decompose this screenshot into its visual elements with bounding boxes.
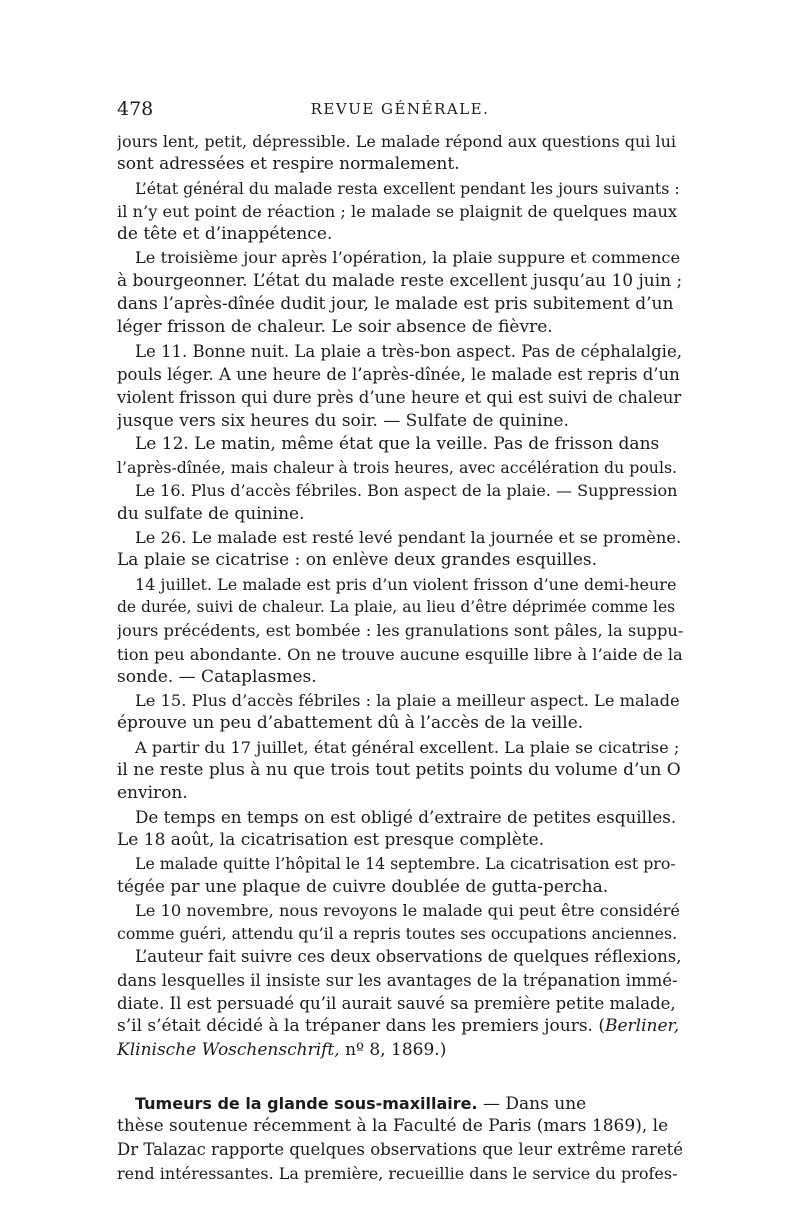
text-line: thèse soutenue récemment à la Faculté de Paris (mars 1869), le <box>117 1116 669 1137</box>
text-line: diate. Il est persuadé qu’il aurait sauvé sa première petite malade, <box>117 993 676 1013</box>
text-line: à bourgeonner. L’état du malade reste excellent jusqu’au 10 juin ; <box>117 270 683 291</box>
paragraph <box>117 806 683 853</box>
text-line: de tête et d’inappétence. <box>117 224 333 245</box>
text-line: il ne reste plus à nu que trois tout petits points du volume d’un O <box>117 760 681 781</box>
text-line: jours lent, petit, dépressible. Le malade répond aux questions qui lui <box>117 132 677 151</box>
paragraph <box>117 689 683 736</box>
paragraph <box>117 852 683 899</box>
text-line: Le 16. Plus d’accès fébriles. Bon aspect de la plaie. — Suppression <box>135 481 678 501</box>
page-header <box>117 96 683 122</box>
text-line: violent frisson qui dure près d’une heure et qui est suivi de chaleur <box>117 388 682 408</box>
paragraph <box>117 899 683 946</box>
text-line: de durée, suivi de chaleur. La plaie, au lieu d’être déprimée comme les <box>117 597 676 616</box>
text-line: De temps en temps on est obligé d’extraire de petites esquilles. <box>135 806 677 827</box>
text-line: environ. <box>117 783 188 804</box>
text-line: La plaie se cicatrise : on enlève deux grandes esquilles. <box>117 550 598 571</box>
text-line: du sulfate de quinine. <box>117 503 305 524</box>
paragraph <box>117 340 683 433</box>
section-tumeurs <box>117 1092 683 1185</box>
text-line: tégée par une plaque de cuivre doublée de gutta-percha. <box>117 876 609 897</box>
text-line: L’auteur fait suivre ces deux observations de quelques réflexions, <box>135 947 682 967</box>
paragraph <box>117 246 683 339</box>
text-line: L’état général du malade resta excellent pendant les jours suivants : <box>135 178 680 198</box>
text-line: Le malade quitte l’hôpital le 14 septembre. La cicatrisation est pro- <box>135 854 676 874</box>
text-line: s’il s’était décidé à la trépaner dans les premiers jours. (Berliner, <box>117 1016 680 1037</box>
text-line: tion peu abondante. On ne trouve aucune esquille libre à l’aide de la <box>117 644 683 664</box>
text-line: Klinische Woschenschrift, nº 8, 1869.) <box>117 1039 447 1060</box>
paragraph <box>117 573 683 689</box>
section-lead-text: — Dans une <box>477 1093 587 1114</box>
text-line: Le 11. Bonne nuit. La plaie a très-bon aspect. Pas de céphalalgie, <box>135 341 682 361</box>
text-line: A partir du 17 juillet, état général excellent. La plaie se cicatrise ; <box>135 737 680 757</box>
paragraph <box>117 130 683 177</box>
running-head: REVUE GÉNÉRALE. <box>310 100 490 118</box>
text-line: sonde. — Cataplasmes. <box>117 666 317 687</box>
text-line: léger frisson de chaleur. Le soir absence de fièvre. <box>117 317 553 338</box>
text-line: dans l’après-dînée dudit jour, le malade est pris subitement d’un <box>117 294 674 315</box>
section-lead-line <box>117 1092 683 1115</box>
text-line: Le 26. Le malade est resté levé pendant la journée et se promène. <box>135 528 682 548</box>
text-line: 14 juillet. Le malade est pris d’un violent frisson d’une demi-heure <box>135 574 677 594</box>
text-line: Le 18 août, la cicatrisation est presque complète. <box>117 829 545 850</box>
text-line: jusque vers six heures du soir. — Sulfate de quinine. <box>117 410 569 431</box>
paragraph <box>117 736 683 806</box>
article-body <box>117 130 683 1185</box>
text-line: il n’y eut point de réaction ; le malade se plaignit de quelques maux <box>117 201 678 221</box>
paragraph <box>117 433 683 480</box>
paragraph <box>117 526 683 573</box>
text-line: comme guéri, attendu qu’il a repris toutes ses occupations anciennes. <box>117 924 678 944</box>
text-line: Dr Talazac rapporte quelques observations que leur extrême rareté <box>117 1140 683 1160</box>
text-line: Le 12. Le matin, même état que la veille. Pas de frisson dans <box>135 433 660 454</box>
paragraph <box>117 479 683 526</box>
text-line: rend intéressantes. La première, recueillie dans le service du profes- <box>117 1163 678 1183</box>
text-line: Le troisième jour après l’opération, la plaie suppure et commence <box>135 248 681 268</box>
text-line: dans lesquelles il insiste sur les avantages de la trépanation immé- <box>117 970 678 990</box>
text-line: jours précédents, est bombée : les granulations sont pâles, la suppu- <box>117 621 683 641</box>
text-line: éprouve un peu d’abattement dû à l’accès de la veille. <box>117 713 584 734</box>
text-line: pouls léger. A une heure de l’après-dînée, le malade est repris d’un <box>117 364 680 384</box>
text-line: l’après-dînée, mais chaleur à trois heures, avec accélération du pouls. <box>117 458 678 478</box>
text-line: sont adressées et respire normalement. <box>117 154 460 175</box>
section-gap <box>117 1062 683 1092</box>
paragraph <box>117 177 683 247</box>
section-title: Tumeurs de la glande sous-maxillaire. <box>135 1093 478 1113</box>
paragraph <box>117 945 683 1061</box>
text-line: Le 15. Plus d’accès fébriles : la plaie a meilleur aspect. Le malade <box>135 691 680 711</box>
text-line: Le 10 novembre, nous revoyons le malade qui peut être considéré <box>135 900 681 920</box>
page-number: 478 <box>117 98 154 120</box>
